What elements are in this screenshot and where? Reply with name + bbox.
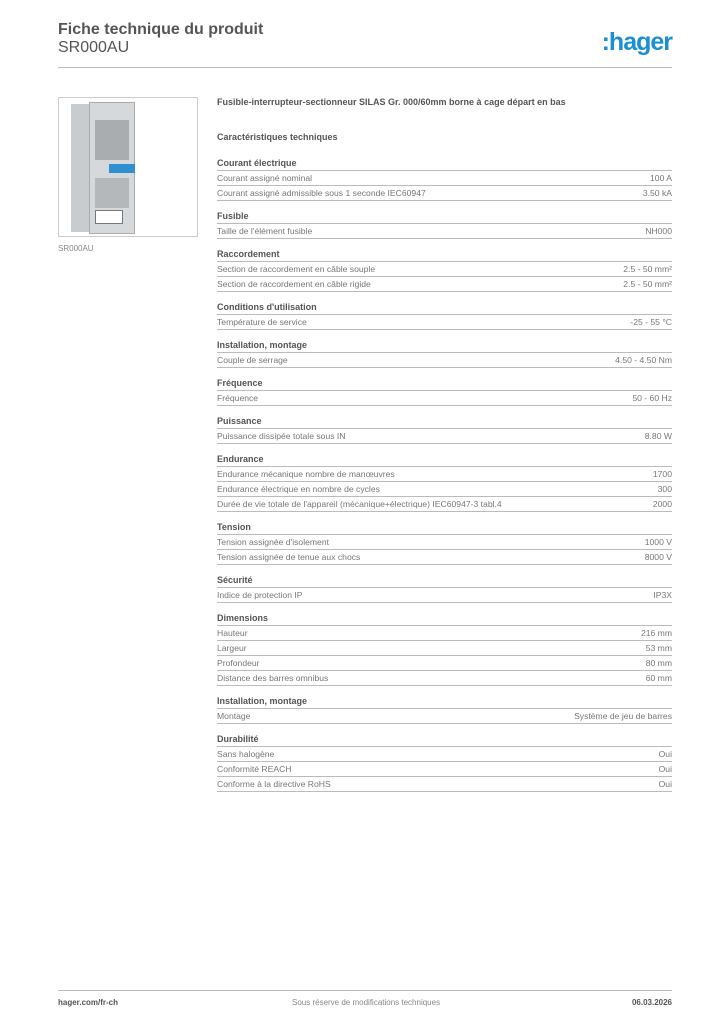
footer-date: 06.03.2026 bbox=[631, 998, 672, 1007]
spec-row bbox=[217, 224, 672, 239]
spec-sections bbox=[217, 157, 672, 792]
section-title: Dimensions bbox=[217, 612, 672, 626]
spec-row bbox=[217, 535, 672, 550]
footer-notice: Sous réserve de modifications techniques bbox=[292, 998, 441, 1007]
spec-row bbox=[217, 641, 672, 656]
spec-section bbox=[217, 339, 672, 368]
spec-row bbox=[217, 353, 672, 368]
spec-row bbox=[217, 277, 672, 292]
spec-value: IP3X bbox=[653, 590, 672, 600]
spec-section bbox=[217, 612, 672, 686]
spec-section bbox=[217, 733, 672, 792]
spec-value: 1700 bbox=[652, 469, 672, 479]
section-title: Durabilité bbox=[217, 733, 672, 747]
spec-section bbox=[217, 415, 672, 444]
spec-section bbox=[217, 453, 672, 512]
spec-value: 3.50 kA bbox=[642, 188, 672, 198]
footer-website: hager.com/fr-ch bbox=[58, 998, 119, 1007]
section-title: Puissance bbox=[217, 415, 672, 429]
spec-row bbox=[217, 747, 672, 762]
spec-section bbox=[217, 574, 672, 603]
spec-value: 8.80 W bbox=[644, 431, 672, 441]
spec-label: Tension assignée de tenue aux chocs bbox=[217, 552, 361, 562]
spec-label: Sans halogène bbox=[217, 749, 275, 759]
spec-label: Profondeur bbox=[217, 658, 260, 668]
spec-row bbox=[217, 429, 672, 444]
product-code: SR000AU bbox=[58, 39, 130, 56]
spec-label: Puissance dissipée totale sous IN bbox=[217, 431, 346, 441]
spec-label: Endurance mécanique nombre de manœuvres bbox=[217, 469, 395, 479]
spec-row bbox=[217, 762, 672, 777]
spec-row bbox=[217, 186, 672, 201]
spec-value: Oui bbox=[658, 749, 672, 759]
spec-label: Courant assigné admissible sous 1 seconde IEC60947 bbox=[217, 188, 426, 198]
spec-value: NH000 bbox=[645, 226, 672, 236]
spec-label: Température de service bbox=[217, 317, 307, 327]
spec-row bbox=[217, 709, 672, 724]
section-title: Endurance bbox=[217, 453, 672, 467]
spec-label: Montage bbox=[217, 711, 251, 721]
spec-value: 216 mm bbox=[640, 628, 672, 638]
spec-value: 2000 bbox=[652, 499, 672, 509]
spec-value: 8000 V bbox=[644, 552, 672, 562]
spec-label: Couple de serrage bbox=[217, 355, 288, 365]
spec-value: 1000 V bbox=[644, 537, 672, 547]
spec-label: Taille de l'élément fusible bbox=[217, 226, 313, 236]
spec-label: Endurance électrique en nombre de cycles bbox=[217, 484, 380, 494]
spec-row bbox=[217, 391, 672, 406]
spec-label: Tension assignée d'isolement bbox=[217, 537, 329, 547]
page-title: Fiche technique du produit bbox=[58, 21, 264, 38]
spec-value: Oui bbox=[658, 779, 672, 789]
spec-row bbox=[217, 497, 672, 512]
header-divider bbox=[58, 67, 672, 68]
section-title: Fréquence bbox=[217, 377, 672, 391]
spec-row bbox=[217, 626, 672, 641]
spec-content bbox=[217, 95, 672, 801]
section-title: Conditions d'utilisation bbox=[217, 301, 672, 315]
spec-label: Courant assigné nominal bbox=[217, 173, 313, 183]
section-title: Courant électrique bbox=[217, 157, 672, 171]
spec-row bbox=[217, 671, 672, 686]
section-title: Sécurité bbox=[217, 574, 672, 588]
spec-row bbox=[217, 777, 672, 792]
product-description: Fusible-interrupteur-sectionneur SILAS Gr. 000/60mm borne à cage départ en bas bbox=[217, 97, 566, 107]
spec-row bbox=[217, 656, 672, 671]
spec-label: Indice de protection IP bbox=[217, 590, 303, 600]
spec-section bbox=[217, 248, 672, 292]
spec-row bbox=[217, 467, 672, 482]
section-title: Fusible bbox=[217, 210, 672, 224]
spec-row bbox=[217, 588, 672, 603]
footer-divider bbox=[58, 990, 672, 991]
characteristics-heading: Caractéristiques techniques bbox=[217, 132, 338, 142]
spec-value: 2.5 - 50 mm² bbox=[623, 279, 672, 289]
spec-label: Fréquence bbox=[217, 393, 259, 403]
spec-section bbox=[217, 210, 672, 239]
spec-label: Durée de vie totale de l'appareil (mécanique+électrique) IEC60947-3 tabl.4 bbox=[217, 499, 502, 509]
spec-value: 100 A bbox=[650, 173, 672, 183]
spec-row bbox=[217, 315, 672, 330]
spec-value: Oui bbox=[658, 764, 672, 774]
spec-row bbox=[217, 262, 672, 277]
spec-section bbox=[217, 301, 672, 330]
hager-logo: :hager bbox=[601, 28, 672, 56]
spec-value: 50 - 60 Hz bbox=[632, 393, 672, 403]
section-title: Raccordement bbox=[217, 248, 672, 262]
spec-value: 2.5 - 50 mm² bbox=[623, 264, 672, 274]
spec-section bbox=[217, 377, 672, 406]
spec-row bbox=[217, 550, 672, 565]
spec-value: 80 mm bbox=[645, 658, 672, 668]
section-title: Installation, montage bbox=[217, 695, 672, 709]
spec-section bbox=[217, 157, 672, 201]
spec-label: Largeur bbox=[217, 643, 247, 653]
spec-label: Section de raccordement en câble rigide bbox=[217, 279, 371, 289]
spec-label: Conforme à la directive RoHS bbox=[217, 779, 331, 789]
section-title: Tension bbox=[217, 521, 672, 535]
spec-value: 53 mm bbox=[645, 643, 672, 653]
spec-value: 60 mm bbox=[645, 673, 672, 683]
spec-row bbox=[217, 171, 672, 186]
spec-label: Distance des barres omnibus bbox=[217, 673, 329, 683]
spec-value: -25 - 55 °C bbox=[630, 317, 672, 327]
spec-label: Conformité REACH bbox=[217, 764, 292, 774]
image-caption: SR000AU bbox=[58, 244, 94, 253]
spec-row bbox=[217, 482, 672, 497]
spec-label: Hauteur bbox=[217, 628, 248, 638]
spec-label: Section de raccordement en câble souple bbox=[217, 264, 376, 274]
section-title: Installation, montage bbox=[217, 339, 672, 353]
spec-section bbox=[217, 521, 672, 565]
spec-value: 4.50 - 4.50 Nm bbox=[615, 355, 672, 365]
spec-section bbox=[217, 695, 672, 724]
spec-value: 300 bbox=[657, 484, 672, 494]
product-image bbox=[58, 97, 198, 237]
spec-value: Système de jeu de barres bbox=[574, 711, 672, 721]
